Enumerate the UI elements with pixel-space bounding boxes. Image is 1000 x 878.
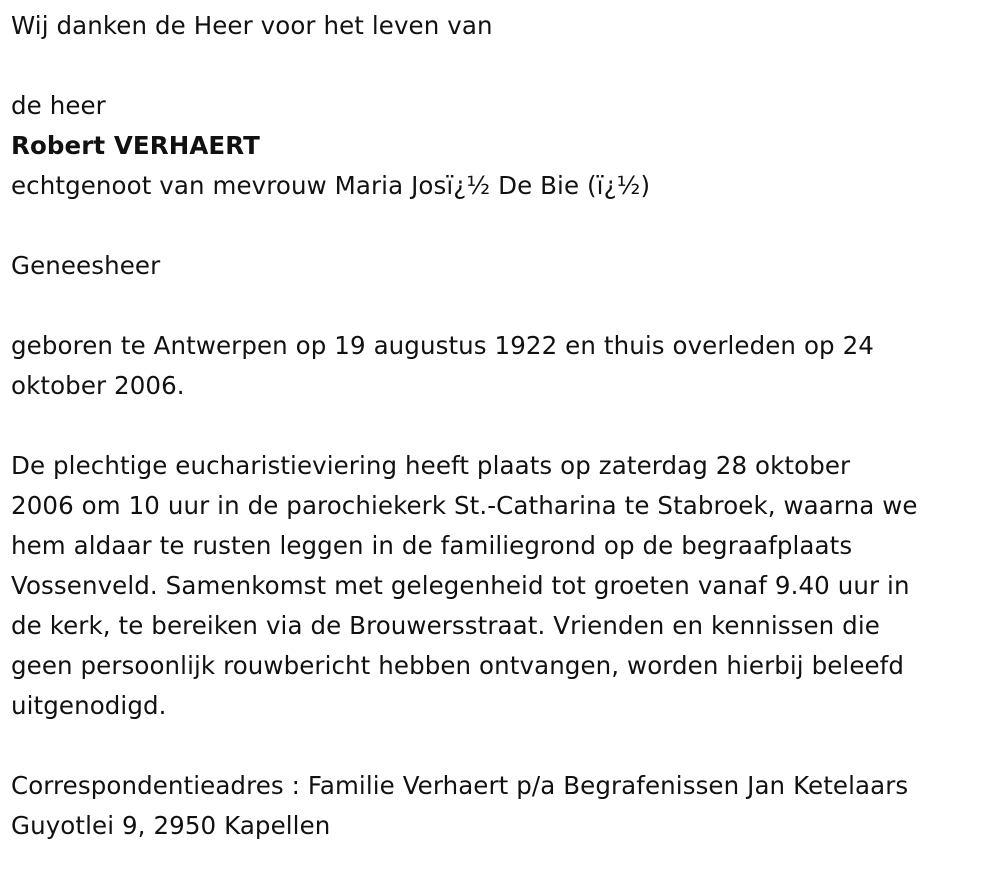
ceremony-line: De plechtige eucharistieviering heeft plaats op zaterdag 28 oktober <box>11 451 851 480</box>
ceremony-line: de kerk, te bereiken via de Brouwersstraat. Vrienden en kennissen die <box>11 611 880 640</box>
death-notice <box>11 6 991 846</box>
honorific: de heer <box>11 91 106 120</box>
spouse-line: echtgenoot van mevrouw Maria Josï¿½ De Bie (ï¿½) <box>11 171 651 200</box>
profession: Geneesheer <box>11 251 161 280</box>
spacer <box>11 726 991 766</box>
ceremony-line: Vossenveld. Samenkomst met gelegenheid tot groeten vanaf 9.40 uur in <box>11 571 910 600</box>
spacer <box>11 406 991 446</box>
deceased-name: Robert VERHAERT <box>11 131 260 160</box>
correspondence-address: Correspondentieadres : Familie Verhaert p/a Begrafenissen Jan Ketelaars <box>11 771 909 800</box>
intro-line: Wij danken de Heer voor het leven van <box>11 11 493 40</box>
birth-death-line: oktober 2006. <box>11 371 185 400</box>
ceremony-line: geen persoonlijk rouwbericht hebben ontvangen, worden hierbij beleefd <box>11 651 905 680</box>
spacer <box>11 46 991 86</box>
spacer <box>11 286 991 326</box>
ceremony-line: uitgenodigd. <box>11 691 167 720</box>
birth-death-line: geboren te Antwerpen op 19 augustus 1922 en thuis overleden op 24 <box>11 331 874 360</box>
ceremony-line: hem aldaar te rusten leggen in de familiegrond op de begraafplaats <box>11 531 853 560</box>
correspondence-address: Guyotlei 9, 2950 Kapellen <box>11 811 331 840</box>
ceremony-line: 2006 om 10 uur in de parochiekerk St.-Catharina te Stabroek, waarna we <box>11 491 918 520</box>
spacer <box>11 206 991 246</box>
